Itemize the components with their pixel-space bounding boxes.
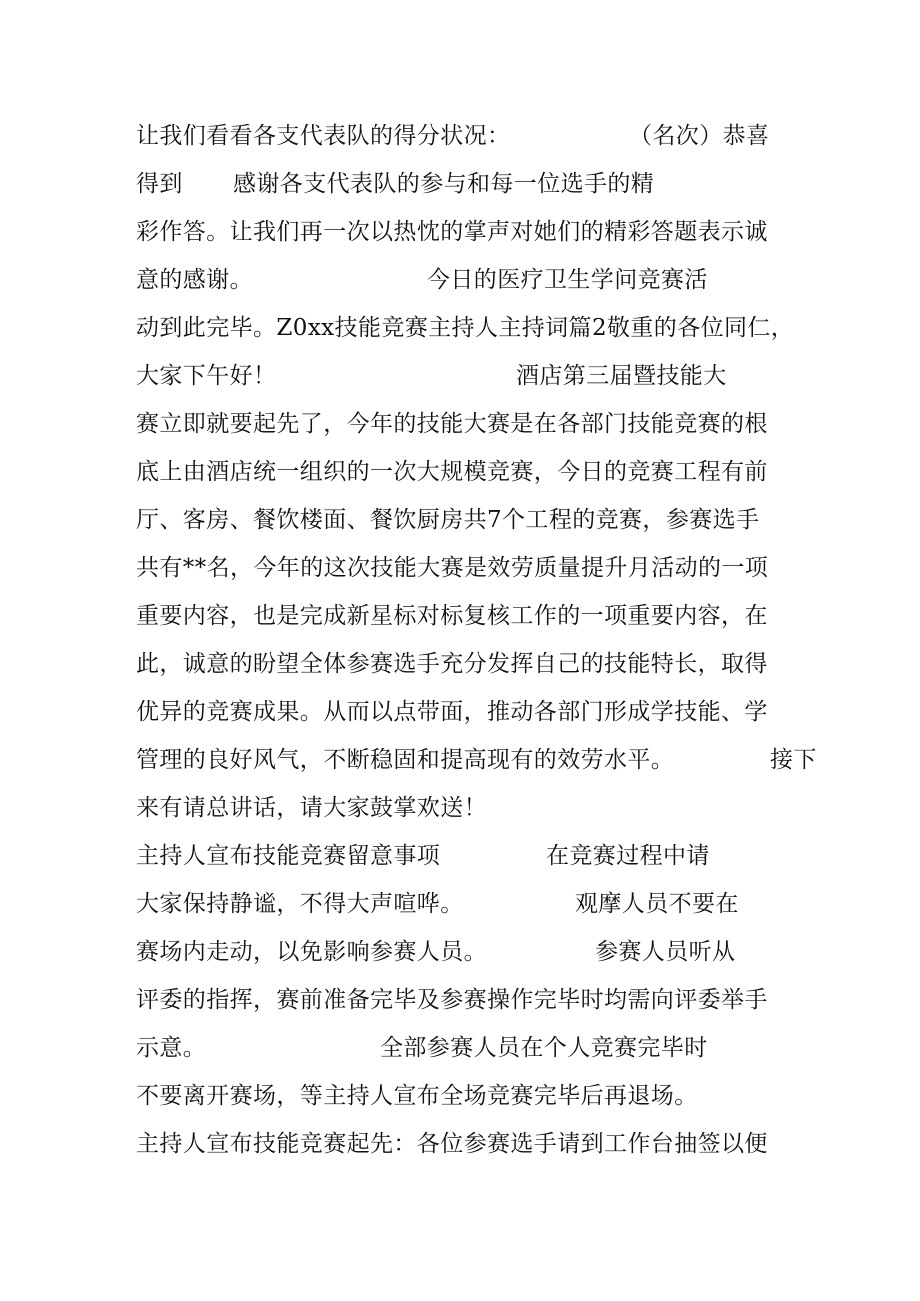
- line-2-segment-2: 感谢各支代表队的参与和每一位选手的精: [233, 171, 655, 197]
- line-14-segment-1: 管理的良好风气，不断稳固和提高现有的效劳水平。: [136, 747, 675, 773]
- line-17-segment-2: 观摩人员不要在: [575, 891, 739, 917]
- line-3-segment-1: 彩作答。让我们再一次以热忱的掌声对她们的精彩答题表示诚: [136, 219, 768, 245]
- line-20-segment-1: 示意。: [136, 1035, 207, 1061]
- line-6-segment-2: 酒店第三届暨技能大: [516, 363, 727, 389]
- line-9-segment-1: 厅、客房、餐饮楼面、餐饮厨房共7个工程的竞赛，参赛选手: [136, 507, 760, 533]
- line-22-segment-1: 主持人宣布技能竞赛起先：各位参赛选手请到工作台抽签以便: [136, 1131, 768, 1157]
- line-6-segment-1: 大家下午好！: [136, 363, 277, 389]
- line-8-segment-1: 底上由酒店统一组织的一次大规模竞赛，今日的竞赛工程有前: [136, 459, 768, 485]
- line-10-segment-1: 共有**名，今年的这次技能大赛是效劳质量提升月活动的一项: [136, 555, 769, 581]
- line-7-segment-1: 赛立即就要起先了，今年的技能大赛是在各部门技能竞赛的根: [136, 411, 768, 437]
- line-1-segment-1: 让我们看看各支代表队的得分状况：: [136, 123, 511, 149]
- line-11-segment-1: 重要内容，也是完成新星标对标复核工作的一项重要内容，在: [136, 603, 768, 629]
- line-20-segment-2: 全部参赛人员在个人竞赛完毕时: [380, 1035, 708, 1061]
- line-5-segment-1: 动到此完毕。Z0xx技能竞赛主持人主持词篇2敬重的各位同仁，: [136, 315, 795, 341]
- line-21-segment-1: 不要离开赛场，等主持人宣布全场竞赛完毕后再退场。: [136, 1083, 698, 1109]
- line-15-segment-1: 来有请总讲话，请大家鼓掌欢送！: [136, 795, 487, 821]
- line-2-segment-1: 得到: [136, 171, 183, 197]
- line-14-segment-2: 接下: [770, 747, 817, 773]
- line-4-segment-1: 意的感谢。: [136, 267, 253, 293]
- line-18-segment-2: 参赛人员听从: [595, 939, 736, 965]
- line-16-segment-1: 主持人宣布技能竞赛留意事项: [136, 843, 441, 869]
- line-16-segment-2: 在竞赛过程中请: [546, 843, 710, 869]
- line-18-segment-1: 赛场内走动，以免影响参赛人员。: [136, 939, 487, 965]
- line-13-segment-1: 优异的竞赛成果。从而以点带面，推动各部门形成学技能、学: [136, 699, 768, 725]
- line-1-segment-2: （名次）恭喜: [629, 123, 770, 149]
- line-17-segment-1: 大家保持静谧，不得大声喧哗。: [136, 891, 464, 917]
- line-19-segment-1: 评委的指挥，赛前准备完毕及参赛操作完毕时均需向评委举手: [136, 987, 768, 1013]
- line-12-segment-1: 此，诚意的盼望全体参赛选手充分发挥自己的技能特长，取得: [136, 651, 768, 677]
- line-4-segment-2: 今日的医疗卫生学问竞赛活: [427, 267, 708, 293]
